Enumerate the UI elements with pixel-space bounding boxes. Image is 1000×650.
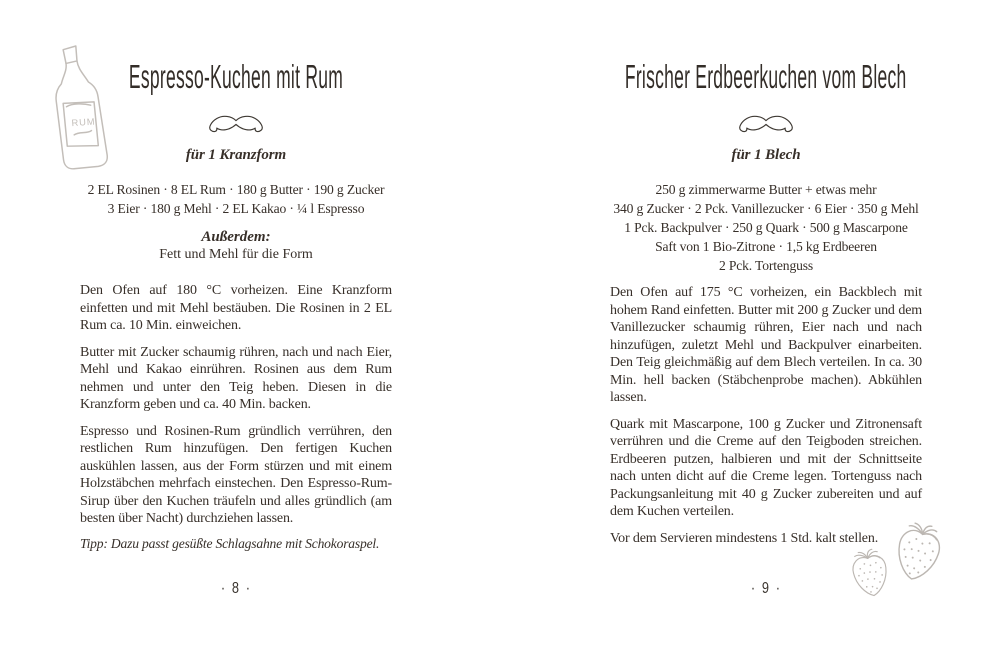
recipe-title: Espresso-Kuchen mit Rum bbox=[128, 58, 344, 95]
ingredient-list bbox=[80, 180, 392, 218]
recipe-page-right bbox=[610, 0, 922, 650]
instruction-paragraph: Espresso und Rosinen-Rum gründlich verrühren, den restlichen Rum hinzufügen. Den fertigen Kuchen auskühlen lassen, aus der Form stürzen und mit einem Holzstäbchen mehrfach einstechen. Den Espresso-Rum-Sirup über den Kuchen träufeln und alles gründlich (am besten über Nacht) durchziehen lassen. bbox=[80, 423, 392, 526]
moustache-icon bbox=[734, 113, 798, 139]
page-title-row bbox=[80, 58, 392, 96]
instruction-paragraph: Vor dem Servieren mindestens 1 Std. kalt stellen. bbox=[610, 530, 879, 546]
page-number: · 8 · bbox=[220, 580, 252, 597]
recipe-page-left bbox=[71, 0, 392, 650]
instruction-paragraph: Quark mit Mascarpone, 100 g Zucker und Zitronensaft verrühren und die Creme auf den Teigboden streichen. Erdbeeren putzen, halbieren und mit der Schnittseite nach unten dicht auf die Creme legen. Tortenguss nach Packungsanleitung mit 40 g Zucker zubereiten und auf dem Kuchen verteilen. bbox=[610, 416, 922, 519]
page-title-row bbox=[610, 58, 922, 96]
additional-note: Fett und Mehl für die Form bbox=[159, 247, 313, 262]
page-number: · 9 · bbox=[750, 580, 782, 597]
moustache-icon bbox=[204, 113, 268, 139]
ingredient-line: 250 g zimmerwarme Butter + etwas mehr bbox=[655, 182, 877, 197]
recipe-title: Frischer Erdbeerkuchen vom Blech bbox=[625, 58, 907, 95]
instruction-paragraph: Butter mit Zucker schaumig rühren, nach und nach Eier, Mehl und Kakao einrühren. Rosinen aus dem Rum nehmen und unter den Teig heben. Diesen in die Kranzform geben und ca. 40 Min. backen. bbox=[80, 344, 392, 412]
ingredient-line: 2 EL Rosinen · 8 EL Rum · 180 g Butter · 190 g Zucker bbox=[87, 182, 385, 197]
additional-heading: Außerdem: bbox=[201, 229, 271, 245]
svg-text:RUM: RUM bbox=[71, 116, 96, 129]
tip-note: Tipp: Dazu passt gesüßte Schlagsahne mit Schokoraspel. bbox=[80, 536, 380, 551]
instruction-paragraph: Den Ofen auf 175 °C vorheizen, ein Backblech mit hohem Rand einfetten. Butter mit 200 g Zucker und dem Vanillezucker schaumig rühren, Eier nach und nach hinzufügen, zuletzt Mehl und Backpulver einarbeiten. Den Teig gleichmäßig auf dem Blech verteilen. In ca. 30 Min. hell backen (Stäbchenprobe machen). Abkühlen lassen. bbox=[610, 285, 922, 405]
instructions bbox=[80, 282, 392, 537]
serving-info: für 1 Kranzform bbox=[185, 147, 287, 163]
divider-row bbox=[610, 113, 922, 139]
ingredient-line: Saft von 1 Bio-Zitrone · 1,5 kg Erdbeeren bbox=[655, 239, 877, 254]
ingredient-line: 340 g Zucker · 2 Pck. Vanillezucker · 6 Eier · 350 g Mehl bbox=[613, 201, 919, 216]
ingredient-line: 2 Pck. Tortenguss bbox=[718, 258, 814, 273]
instruction-paragraph: Den Ofen auf 180 °C vorheizen. Eine Kranzform einfetten und mit Mehl bestäuben. Die Rosinen in 2 EL Rum ca. 10 Min. einweichen. bbox=[80, 283, 392, 333]
ingredient-line: 1 Pck. Backpulver · 250 g Quark · 500 g Mascarpone bbox=[624, 220, 908, 235]
ingredient-line: 3 Eier · 180 g Mehl · 2 EL Kakao · ¼ l Espresso bbox=[107, 201, 365, 216]
ingredient-list bbox=[610, 180, 922, 275]
divider-row bbox=[80, 113, 392, 139]
page-number-row bbox=[610, 580, 922, 598]
serving-info: für 1 Blech bbox=[731, 147, 801, 163]
page-number-row bbox=[80, 580, 392, 598]
